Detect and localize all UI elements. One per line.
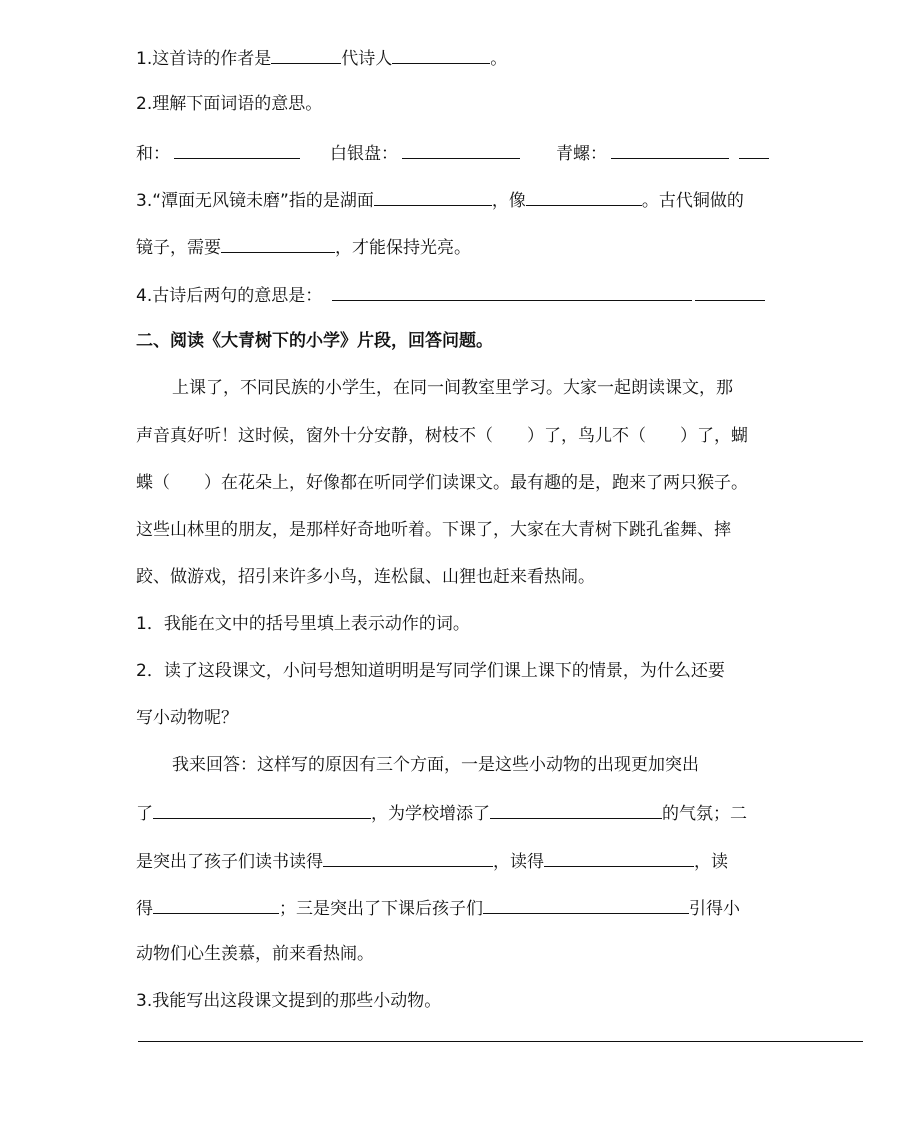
passage-line-3: 蝶（ ）在花朵上，好像都在听同学们读课文。最有趣的是，跑来了两只猴子。 bbox=[136, 473, 748, 493]
answer-l4-text-b: ；三是突出了下课后孩子们 bbox=[279, 899, 483, 919]
question-4 bbox=[136, 282, 765, 308]
question-3-line-1 bbox=[136, 187, 744, 213]
q3-text-a: 3.“潭面无风镜未磨”指的是湖面 bbox=[136, 191, 374, 211]
read-well-blank-2[interactable] bbox=[544, 848, 694, 867]
q3-text-d: 镜子，需要 bbox=[136, 238, 221, 258]
q1-text-a: 1.这首诗的作者是 bbox=[136, 49, 272, 69]
question-3-line-2 bbox=[136, 234, 471, 260]
term-qingluo-blank-extra[interactable] bbox=[739, 140, 769, 159]
q1-text-c: 。 bbox=[490, 49, 508, 69]
section-2-question-3: 3.我能写出这段课文提到的那些小动物。 bbox=[136, 991, 442, 1011]
passage-line-1: 上课了，不同民族的小学生，在同一间教室里学习。大家一起朗读课文，那 bbox=[172, 378, 733, 398]
question-2: 2.理解下面词语的意思。 bbox=[136, 94, 323, 114]
atmosphere-blank[interactable] bbox=[490, 800, 662, 819]
highlight-blank[interactable] bbox=[153, 800, 371, 819]
answer-line-4 bbox=[136, 895, 740, 921]
question-2-terms bbox=[136, 140, 769, 166]
q4-answer-blank-extra[interactable] bbox=[695, 282, 765, 301]
section-2-heading: 二、阅读《大青树下的小学》片段，回答问题。 bbox=[136, 331, 493, 351]
term-baiyinpan: 白银盘： bbox=[330, 144, 398, 164]
lake-blank[interactable] bbox=[374, 187, 492, 206]
answer-l2-text-c: 的气氛；二 bbox=[662, 804, 747, 824]
answer-line-5: 动物们心生羡慕，前来看热闹。 bbox=[136, 944, 374, 964]
read-well-blank-3[interactable] bbox=[153, 895, 279, 914]
passage-line-2: 声音真好听！这时候，窗外十分安静，树枝不（ ）了，鸟儿不（ ）了，蝴 bbox=[136, 426, 748, 446]
answer-l2-text-b: ，为学校增添了 bbox=[371, 804, 490, 824]
like-blank[interactable] bbox=[526, 187, 642, 206]
section-2-question-2-line-2: 写小动物呢？ bbox=[136, 708, 238, 728]
q1-text-b: 代诗人 bbox=[341, 49, 393, 69]
poet-dynasty-blank[interactable] bbox=[392, 45, 490, 64]
answer-l3-text-c: ，读 bbox=[694, 852, 728, 872]
animals-answer-line[interactable] bbox=[138, 1041, 863, 1042]
answer-line-2 bbox=[136, 800, 747, 826]
mirror-need-blank[interactable] bbox=[221, 234, 335, 253]
answer-l2-text-a: 了 bbox=[136, 804, 153, 824]
passage-line-5: 跤、做游戏，招引来许多小鸟，连松鼠、山狸也赶来看热闹。 bbox=[136, 567, 595, 587]
q3-text-c: 。古代铜做的 bbox=[641, 191, 744, 211]
read-well-blank-1[interactable] bbox=[323, 848, 493, 867]
after-class-blank[interactable] bbox=[483, 895, 689, 914]
term-qingluo: 青螺： bbox=[556, 144, 607, 164]
answer-line-3 bbox=[136, 848, 728, 874]
q4-text: 4.古诗后两句的意思是： bbox=[136, 286, 323, 306]
section-2-question-2-line-1: 2．读了这段课文，小问号想知道明明是写同学们课上课下的情景，为什么还要 bbox=[136, 661, 725, 681]
q3-text-e: ，才能保持光亮。 bbox=[335, 238, 471, 258]
answer-l3-text-a: 是突出了孩子们读书读得 bbox=[136, 852, 323, 872]
question-1-author bbox=[136, 45, 507, 71]
term-baiyinpan-blank[interactable] bbox=[402, 140, 520, 159]
answer-line-1: 我来回答：这样写的原因有三个方面，一是这些小动物的出现更加突出 bbox=[172, 755, 699, 775]
term-qingluo-blank[interactable] bbox=[611, 140, 729, 159]
passage-line-4: 这些山林里的朋友，是那样好奇地听着。下课了，大家在大青树下跳孔雀舞、摔 bbox=[136, 520, 731, 540]
term-he-blank[interactable] bbox=[174, 140, 300, 159]
author-blank[interactable] bbox=[271, 45, 341, 64]
answer-l4-text-c: 引得小 bbox=[689, 899, 740, 919]
answer-l3-text-b: ，读得 bbox=[493, 852, 544, 872]
q4-answer-blank[interactable] bbox=[332, 282, 692, 301]
section-2-question-1: 1．我能在文中的括号里填上表示动作的词。 bbox=[136, 614, 470, 634]
q3-text-b: ，像 bbox=[491, 191, 526, 211]
term-he: 和： bbox=[136, 144, 170, 164]
answer-l4-text-a: 得 bbox=[136, 899, 153, 919]
